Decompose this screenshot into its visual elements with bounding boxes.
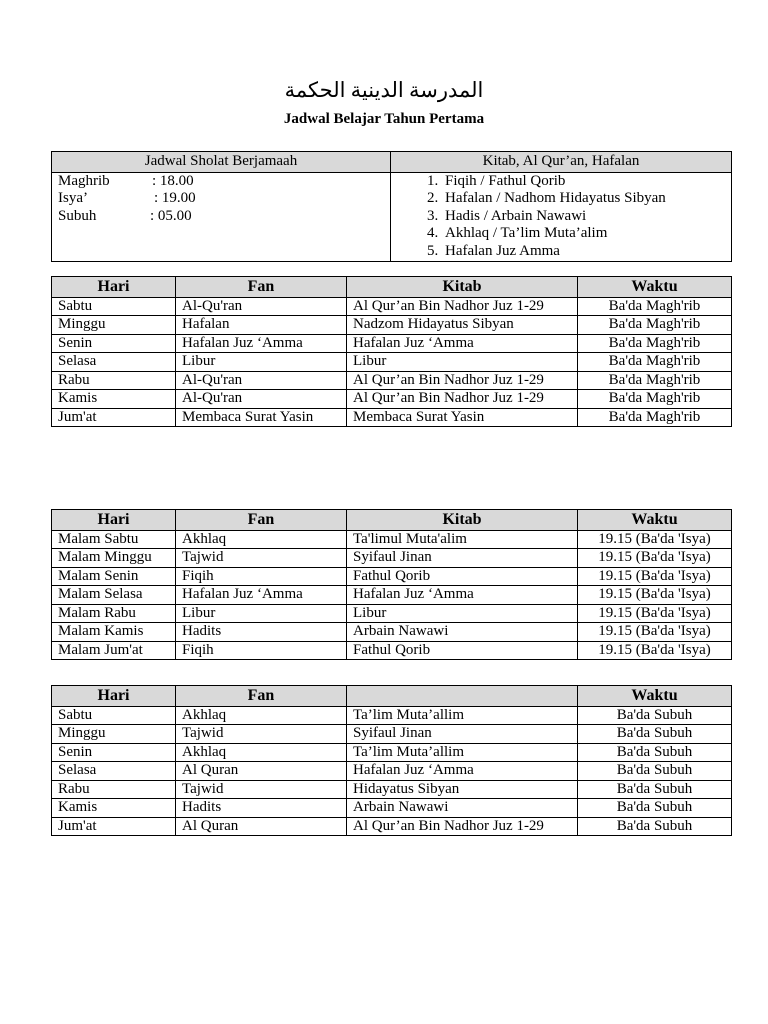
cell-waktu: 19.15 (Ba'da 'Isya)	[578, 530, 732, 549]
cell-kitab: Libur	[347, 353, 578, 372]
table-header-row	[52, 686, 732, 707]
cell-kitab: Al Qur’an Bin Nadhor Juz 1-29	[347, 817, 578, 836]
cell-kitab: Libur	[347, 604, 578, 623]
cell-hari: Senin	[52, 334, 176, 353]
cell-kitab: Ta’lim Muta’allim	[347, 743, 578, 762]
table-row	[52, 390, 732, 409]
arabic-title: المدرسة الدينية الحكمة	[284, 78, 484, 102]
table-row	[52, 549, 732, 568]
cell-kitab: Syifaul Jinan	[347, 549, 578, 568]
cell-kitab: Al Qur’an Bin Nadhor Juz 1-29	[347, 297, 578, 316]
table-row	[52, 762, 732, 781]
schedule-table-maghrib	[51, 276, 732, 427]
column-header-waktu: Waktu	[578, 510, 732, 531]
cell-hari: Rabu	[52, 371, 176, 390]
cell-waktu: Ba'da Magh'rib	[578, 390, 732, 409]
cell-waktu: Ba'da Magh'rib	[578, 353, 732, 372]
table-header-row	[52, 510, 732, 531]
kitab-list-header: Kitab, Al Qur’an, Hafalan	[391, 152, 732, 173]
cell-waktu: Ba'da Magh'rib	[578, 297, 732, 316]
cell-fan: Membaca Surat Yasin	[176, 408, 347, 427]
cell-waktu: Ba'da Subuh	[578, 706, 732, 725]
cell-hari: Jum'at	[52, 408, 176, 427]
cell-kitab: Nadzom Hidayatus Sibyan	[347, 316, 578, 335]
schedule-table-subuh	[51, 685, 732, 836]
cell-waktu: Ba'da Magh'rib	[578, 316, 732, 335]
prayer-row	[58, 208, 384, 226]
column-header-fan: Fan	[176, 686, 347, 707]
cell-fan: Al-Qu'ran	[176, 371, 347, 390]
cell-fan: Hafalan Juz ‘Amma	[176, 334, 347, 353]
cell-kitab: Al Qur’an Bin Nadhor Juz 1-29	[347, 390, 578, 409]
cell-kitab: Ta’lim Muta’allim	[347, 706, 578, 725]
column-header-fan: Fan	[176, 277, 347, 298]
table-row	[52, 799, 732, 818]
cell-hari: Sabtu	[52, 297, 176, 316]
cell-kitab: Hafalan Juz ‘Amma	[347, 762, 578, 781]
cell-hari: Malam Sabtu	[52, 530, 176, 549]
cell-kitab: Hafalan Juz ‘Amma	[347, 334, 578, 353]
cell-hari: Senin	[52, 743, 176, 762]
cell-waktu: 19.15 (Ba'da 'Isya)	[578, 549, 732, 568]
cell-fan: Hafalan Juz ‘Amma	[176, 586, 347, 605]
cell-fan: Libur	[176, 353, 347, 372]
cell-fan: Hadits	[176, 799, 347, 818]
prayer-name: Maghrib	[58, 172, 110, 189]
cell-waktu: 19.15 (Ba'da 'Isya)	[578, 641, 732, 660]
cell-waktu: 19.15 (Ba'da 'Isya)	[578, 567, 732, 586]
cell-hari: Sabtu	[52, 706, 176, 725]
prayer-time: : 19.00	[154, 190, 196, 206]
cell-fan: Tajwid	[176, 549, 347, 568]
document-subtitle: Jadwal Belajar Tahun Pertama	[283, 111, 485, 127]
cell-waktu: Ba'da Subuh	[578, 743, 732, 762]
cell-waktu: Ba'da Subuh	[578, 725, 732, 744]
column-header-waktu: Waktu	[578, 277, 732, 298]
cell-waktu: 19.15 (Ba'da 'Isya)	[578, 586, 732, 605]
cell-hari: Kamis	[52, 390, 176, 409]
kitab-list-item: 4. Akhlaq / Ta’lim Muta’alim	[442, 225, 725, 243]
cell-fan: Hafalan	[176, 316, 347, 335]
cell-hari: Malam Kamis	[52, 623, 176, 642]
table-row	[52, 604, 732, 623]
cell-fan: Tajwid	[176, 725, 347, 744]
table-row	[52, 408, 732, 427]
table-row	[52, 780, 732, 799]
cell-hari: Minggu	[52, 316, 176, 335]
prayer-schedule-cell	[52, 172, 391, 261]
cell-fan: Libur	[176, 604, 347, 623]
cell-hari: Selasa	[52, 762, 176, 781]
column-header-kitab: Kitab	[347, 510, 578, 531]
cell-hari: Malam Minggu	[52, 549, 176, 568]
kitab-list-cell	[391, 172, 732, 261]
column-header-waktu: Waktu	[578, 686, 732, 707]
kitab-list	[397, 173, 725, 261]
cell-hari: Malam Selasa	[52, 586, 176, 605]
cell-hari: Jum'at	[52, 817, 176, 836]
cell-fan: Al Quran	[176, 762, 347, 781]
cell-fan: Al-Qu'ran	[176, 297, 347, 316]
cell-fan: Akhlaq	[176, 743, 347, 762]
cell-kitab: Syifaul Jinan	[347, 725, 578, 744]
table-row	[52, 725, 732, 744]
cell-kitab: Hafalan Juz ‘Amma	[347, 586, 578, 605]
table-header-row	[52, 277, 732, 298]
table-row	[52, 743, 732, 762]
cell-waktu: Ba'da Magh'rib	[578, 408, 732, 427]
table-row	[52, 371, 732, 390]
cell-fan: Tajwid	[176, 780, 347, 799]
cell-waktu: Ba'da Subuh	[578, 780, 732, 799]
column-header-kitab	[347, 686, 578, 707]
cell-hari: Malam Rabu	[52, 604, 176, 623]
prayer-row	[58, 190, 384, 208]
cell-hari: Minggu	[52, 725, 176, 744]
cell-waktu: Ba'da Magh'rib	[578, 334, 732, 353]
cell-hari: Malam Senin	[52, 567, 176, 586]
kitab-list-item: 1. Fiqih / Fathul Qorib	[442, 173, 725, 191]
prayer-schedule-header: Jadwal Sholat Berjamaah	[52, 152, 391, 173]
table-row	[52, 530, 732, 549]
cell-waktu: Ba'da Subuh	[578, 799, 732, 818]
column-header-hari: Hari	[52, 686, 176, 707]
summary-table	[51, 151, 732, 262]
column-header-hari: Hari	[52, 510, 176, 531]
cell-kitab: Ta'limul Muta'alim	[347, 530, 578, 549]
prayer-time: : 18.00	[152, 172, 194, 189]
cell-hari: Rabu	[52, 780, 176, 799]
cell-kitab: Arbain Nawawi	[347, 799, 578, 818]
table-row	[52, 353, 732, 372]
table-row	[52, 641, 732, 660]
cell-hari: Kamis	[52, 799, 176, 818]
prayer-time: : 05.00	[150, 207, 192, 224]
cell-waktu: Ba'da Subuh	[578, 817, 732, 836]
schedule-table-isya	[51, 509, 732, 660]
column-header-fan: Fan	[176, 510, 347, 531]
cell-waktu: 19.15 (Ba'da 'Isya)	[578, 604, 732, 623]
cell-kitab: Membaca Surat Yasin	[347, 408, 578, 427]
kitab-list-item: 2. Hafalan / Nadhom Hidayatus Sibyan	[442, 190, 725, 208]
cell-kitab: Fathul Qorib	[347, 641, 578, 660]
cell-hari: Selasa	[52, 353, 176, 372]
table-row	[52, 567, 732, 586]
cell-waktu: Ba'da Magh'rib	[578, 371, 732, 390]
cell-hari: Malam Jum'at	[52, 641, 176, 660]
table-row	[52, 316, 732, 335]
cell-kitab: Hidayatus Sibyan	[347, 780, 578, 799]
cell-fan: Al Quran	[176, 817, 347, 836]
table-row	[52, 706, 732, 725]
cell-fan: Hadits	[176, 623, 347, 642]
cell-kitab: Al Qur’an Bin Nadhor Juz 1-29	[347, 371, 578, 390]
cell-fan: Akhlaq	[176, 530, 347, 549]
table-row	[52, 623, 732, 642]
kitab-list-item: 5. Hafalan Juz Amma	[442, 243, 725, 261]
prayer-name: Subuh	[58, 207, 97, 224]
table-row	[52, 334, 732, 353]
kitab-list-item: 3. Hadis / Arbain Nawawi	[442, 208, 725, 226]
cell-fan: Al-Qu'ran	[176, 390, 347, 409]
prayer-name: Isya’	[58, 190, 88, 206]
cell-kitab: Fathul Qorib	[347, 567, 578, 586]
table-row	[52, 586, 732, 605]
column-header-kitab: Kitab	[347, 277, 578, 298]
cell-kitab: Arbain Nawawi	[347, 623, 578, 642]
cell-fan: Fiqih	[176, 641, 347, 660]
cell-waktu: 19.15 (Ba'da 'Isya)	[578, 623, 732, 642]
table-row	[52, 297, 732, 316]
column-header-hari: Hari	[52, 277, 176, 298]
prayer-row	[58, 173, 384, 191]
cell-fan: Akhlaq	[176, 706, 347, 725]
table-row	[52, 817, 732, 836]
cell-waktu: Ba'da Subuh	[578, 762, 732, 781]
cell-fan: Fiqih	[176, 567, 347, 586]
